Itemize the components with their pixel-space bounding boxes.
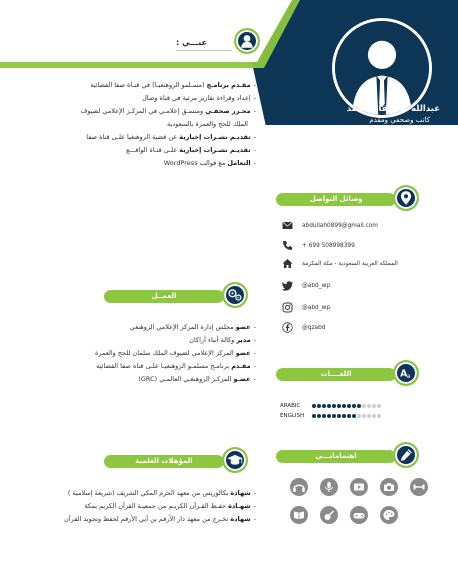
bullet-dash: -: [253, 515, 256, 523]
contact-heading: وسائل التواصل: [276, 193, 396, 206]
item-emphasis: محـرر صحفـي: [205, 107, 251, 115]
level-dot: [372, 404, 376, 408]
level-dot: [357, 404, 361, 408]
level-dot: [347, 404, 351, 408]
list-item: [52, 361, 256, 372]
phone-icon: [282, 240, 293, 251]
level-dot: [312, 404, 316, 408]
level-dot: [332, 404, 336, 408]
book-icon: [290, 506, 308, 524]
bullet-dash: -: [253, 502, 256, 510]
level-dot: [372, 414, 376, 418]
level-dot: [327, 414, 331, 418]
bullet-dash: -: [253, 323, 256, 331]
level-dot: [322, 404, 326, 408]
item-text: وكالة أنباء أراكان: [189, 336, 237, 344]
list-item: [52, 93, 256, 104]
list-item: [52, 106, 256, 117]
contact-twitter-text: @abd_wp: [302, 283, 331, 289]
list-item: [52, 514, 256, 525]
contact-phone-text: + 699 508998399: [302, 243, 355, 249]
svg-text:A: A: [400, 368, 408, 380]
language-arabic: [280, 402, 382, 410]
level-dot: [367, 414, 371, 418]
item-text: حفـظ القـرآن الكريـم من جمعيـة القرآن الكريم بمكة: [84, 502, 229, 510]
level-dot: [367, 404, 371, 408]
bullet-dash: -: [253, 375, 256, 383]
item-text: مع قوالب WordPress: [163, 159, 228, 167]
contact-facebook-text: @qzabd: [302, 325, 326, 331]
item-emphasis: عضو: [235, 349, 251, 357]
bullet-dash: -: [253, 489, 256, 497]
language-english: [280, 412, 382, 420]
level-dot: [347, 414, 351, 418]
bullet-dash: -: [253, 81, 256, 89]
item-text: برنامـج مسلمـو الروهنغيـا علـى قناة صفا الفضائية: [96, 362, 232, 370]
level-dot: [317, 414, 321, 418]
item-emphasis: عضـو: [233, 375, 251, 383]
item-text: مجلس إدارة المركز الإعلامي الروهنغي: [129, 323, 236, 331]
work-list: [52, 322, 256, 387]
contact-address-text: المملكة العربية السعودية - مكة المكرمة: [302, 261, 398, 267]
language-arabic-name: ARABIC: [280, 403, 301, 409]
contact-address: [282, 258, 432, 270]
palette-icon: [380, 506, 398, 524]
item-text: (مسـلمو الروهنغيـا) في قنـاة صفا الفضائية: [90, 81, 207, 89]
list-item: [52, 501, 256, 512]
bullet-dash: -: [253, 94, 256, 102]
contact-instagram[interactable]: [282, 302, 432, 314]
list-item: [52, 132, 256, 143]
about-underline: [176, 50, 232, 51]
level-dot: [342, 414, 346, 418]
pen-icon: [393, 442, 419, 468]
education-heading: المؤهلات العلمية: [104, 455, 224, 468]
list-item: [52, 335, 256, 346]
item-emphasis: مقـدم: [231, 362, 251, 370]
list-item: [52, 158, 256, 169]
font-icon: [393, 360, 419, 386]
item-emphasis: شهـادة: [228, 502, 251, 510]
bullet-dash: -: [253, 349, 256, 357]
language-arabic-level: [312, 403, 382, 409]
item-text: الملك للحج والعمرة بالسعودية: [167, 120, 248, 128]
person-silhouette-icon: [335, 21, 429, 115]
contact-phone[interactable]: [282, 240, 432, 252]
dumbbell-icon: [410, 478, 428, 496]
bullet-dash: -: [253, 362, 256, 370]
item-emphasis: شهادة: [230, 515, 251, 523]
level-dot: [312, 414, 316, 418]
item-emphasis: التعامل: [227, 159, 251, 167]
item-emphasis: شهادة: [230, 489, 251, 497]
list-item: [52, 119, 256, 130]
about-heading: عنـــي :: [176, 38, 208, 47]
level-dot: [322, 414, 326, 418]
bullet-dash: -: [253, 146, 256, 154]
work-heading: العمــل: [104, 290, 224, 303]
level-dot: [362, 414, 366, 418]
education-list: [52, 488, 256, 527]
level-dot: [317, 404, 321, 408]
facebook-icon: [282, 322, 293, 333]
item-emphasis: مدير: [236, 336, 251, 344]
level-dot: [332, 414, 336, 418]
level-dot: [337, 404, 341, 408]
headphones-icon: [290, 478, 308, 496]
item-text: المركـز الروهنغـي العالمـي (GRC): [138, 375, 234, 383]
email-icon: [282, 220, 293, 231]
instagram-icon: [282, 302, 293, 313]
level-dot: [342, 404, 346, 408]
job-title: كاتب وصحفي ومقدم: [369, 116, 430, 124]
contact-email[interactable]: [282, 220, 432, 232]
contact-email-text: abdullah0899@gmail.com: [302, 223, 378, 229]
item-text: إعداد وقراءة تقارير مرئية في قناة وصال: [142, 94, 251, 102]
level-dot: [327, 404, 331, 408]
language-english-level: [312, 413, 382, 419]
video-icon: [350, 478, 368, 496]
contact-facebook[interactable]: [282, 322, 432, 334]
list-item: [52, 348, 256, 359]
contact-instagram-text: @abd_wp: [302, 305, 331, 311]
bullet-dash: -: [253, 336, 256, 344]
avatar: [332, 18, 432, 118]
svg-text:a: a: [406, 374, 411, 381]
item-text: تخـرج من معهد دار الأرقم بن أبي الأرقم لحفظ وتجويد القرآن: [64, 515, 231, 523]
bullet-dash: -: [253, 107, 256, 115]
item-text: علـى قنـاة الواقـــع: [126, 146, 180, 154]
level-dot: [352, 414, 356, 418]
guitar-icon: [320, 506, 338, 524]
hobbies-heading: اهتماماتـــي: [276, 450, 396, 463]
level-dot: [377, 414, 381, 418]
contact-twitter[interactable]: [282, 280, 432, 292]
gears-icon: [222, 282, 248, 308]
item-emphasis: مقـدم برنامـج: [206, 81, 251, 89]
microphone-icon: [320, 478, 338, 496]
item-text: عن قضية الروهنغيا علـى قناة صفا: [86, 133, 180, 141]
level-dot: [362, 404, 366, 408]
level-dot: [337, 414, 341, 418]
item-emphasis: عضو: [235, 323, 251, 331]
item-text: المركز الإعلامي لضيوف الملك سلمان للحج والعمرة: [94, 349, 236, 357]
list-item: [52, 80, 256, 91]
level-dot: [357, 414, 361, 418]
bullet-dash: -: [253, 133, 256, 141]
language-english-name: ENGLISH: [280, 413, 305, 419]
person-icon: [234, 28, 260, 54]
graduation-cap-icon: [222, 447, 248, 473]
gamepad-icon: [350, 506, 368, 524]
home-icon: [282, 258, 293, 269]
level-dot: [377, 404, 381, 408]
item-emphasis: تقديـم نشـرات إخبارية: [179, 133, 251, 141]
item-text: ومنسـق إعلامـي في المركـز الإعلامي لضيوف: [80, 107, 206, 115]
item-emphasis: تقديـم نشـرات إخبارية: [179, 146, 251, 154]
list-item: [52, 145, 256, 156]
list-item: [52, 322, 256, 333]
bullet-dash: -: [253, 159, 256, 167]
twitter-icon: [282, 280, 293, 291]
languages-heading: اللغــــات: [276, 368, 396, 381]
about-list: [52, 80, 256, 171]
full-name: عبدالله عبدالقادر أحمد: [346, 104, 440, 114]
camera-icon: [380, 478, 398, 496]
location-pin-icon: [393, 185, 419, 211]
list-item: [52, 374, 256, 385]
item-text: بكالوريس من معهد الحرم المكي الشريف (شريعة إسلامية ): [67, 489, 231, 497]
list-item: [52, 488, 256, 499]
level-dot: [352, 404, 356, 408]
